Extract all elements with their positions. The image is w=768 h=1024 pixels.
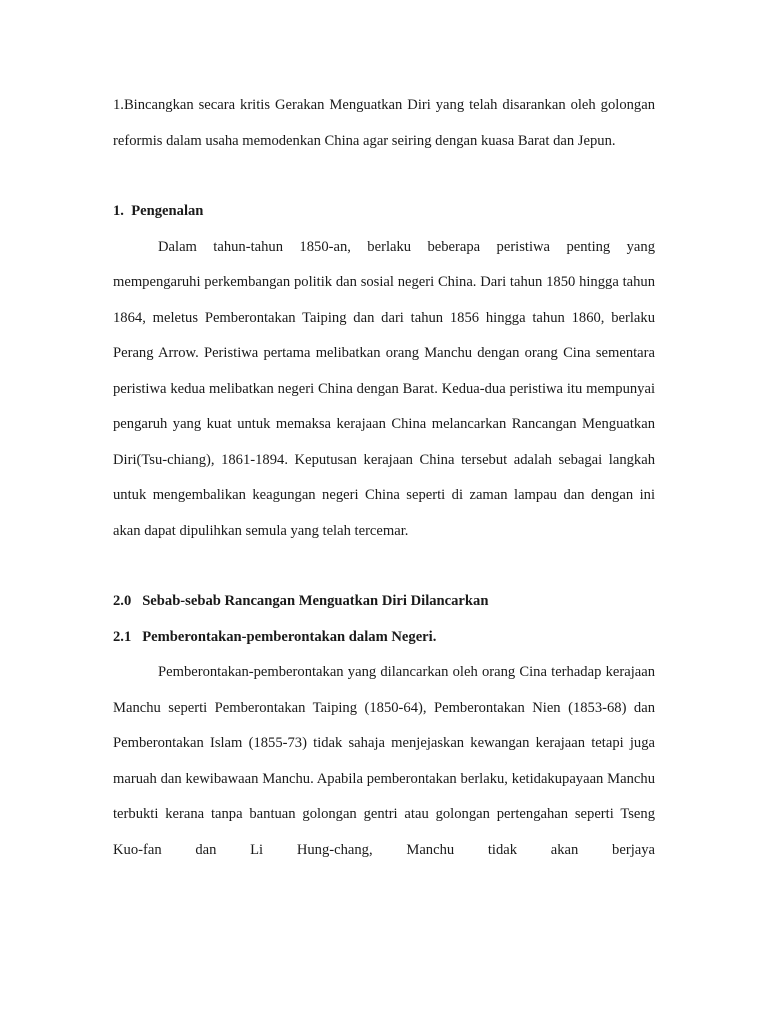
rebellions-paragraph: Pemberontakan-pemberontakan yang dilancarkan oleh orang Cina terhadap kerajaan Manchu seperti Pemberontakan Taiping (1850-64), Pemberontakan Nien (1853-68) dan Pemberontakan Islam (1855-73) tidak sahaja menjejaskan kewangan kerajaan tetapi juga maruah dan kewibawaan Manchu. Apabila pemberontakan berlaku, ketidakupayaan Manchu terbukti kerana tanpa bantuan golongan gentri atau golongan pertengahan seperti Tseng Kuo-fan dan Li Hung-chang, Manchu tidak akan berjaya (113, 664, 655, 858)
document-body (113, 88, 655, 868)
section-heading-introduction: 1. Pengenalan (113, 203, 204, 219)
section-heading-causes: 2.0 Sebab-sebab Rancangan Menguatkan Diri Dilancarkan (113, 593, 489, 609)
introduction-paragraph: Dalam tahun-tahun 1850-an, berlaku beberapa peristiwa penting yang mempengaruhi perkembangan politik dan sosial negeri China. Dari tahun 1850 hingga tahun 1864, meletus Pemberontakan Taiping dan dari tahun 1856 hingga tahun 1860, berlaku Perang Arrow. Peristiwa pertama melibatkan orang Manchu dengan orang Cina sementara peristiwa kedua melibatkan negeri China dengan Barat. Kedua-dua peristiwa itu mempunyai pengaruh yang kuat untuk memaksa kerajaan China melancarkan Rancangan Menguatkan Diri(Tsu-chiang), 1861-1894. Keputusan kerajaan China tersebut adalah sebagai langkah untuk mengembalikan keagungan negeri China seperti di zaman lampau dan dengan ini akan dapat dipulihkan semula yang telah tercemar. (113, 238, 655, 539)
essay-question: 1.Bincangkan secara kritis Gerakan Menguatkan Diri yang telah disarankan oleh golongan reformis dalam usaha memodenkan China agar seiring dengan kuasa Barat dan Jepun. (113, 97, 655, 149)
subsection-heading-internal-rebellions: 2.1 Pemberontakan-pemberontakan dalam Negeri. (113, 628, 437, 645)
